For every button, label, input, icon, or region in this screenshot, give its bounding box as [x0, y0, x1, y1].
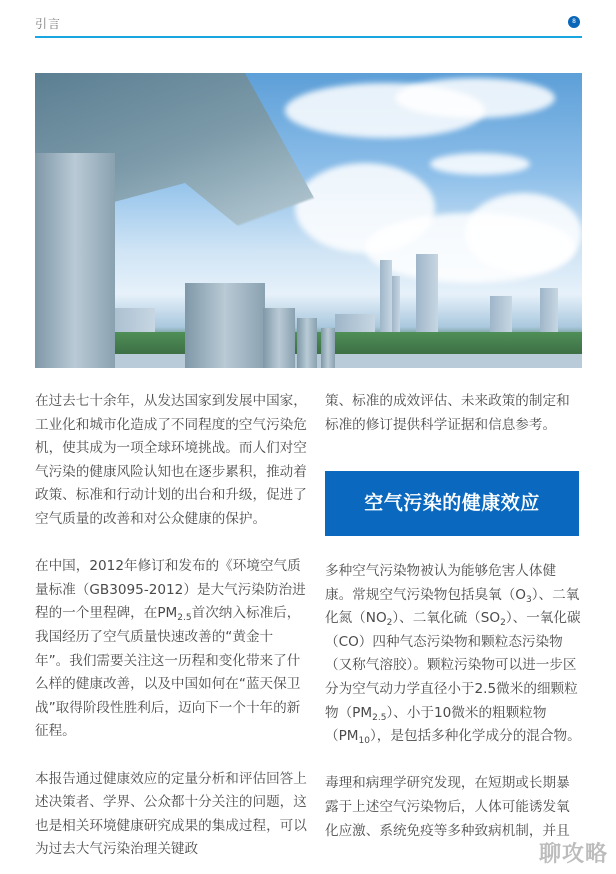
toxicology-paragraph: 毒理和病理学研究发现，在短期或长期暴露于上述空气污染物后，人体可能诱发氧化应激、系统免疫等多种致病机制，并且: [325, 775, 570, 839]
page-header: [35, 12, 582, 38]
pollutants-paragraph: 多种空气污染物被认为能够危害人体健康。常规空气污染物包括臭氧$(O_3)$、二氧化氮$(NO_2)$、二氧化硫$(SO_2)$、一氧化碳（CO）四种气态污染物和颗粒态污染物（又称气溶胶）。颗粒污染物可以进一步区分为空气动力学直径小于2.5微米的细颗粒物$(PM_{2.5})$、小于10微米的粗颗粒物$(PM_{10})$，是包括多种化学成分的混合物。: [325, 563, 581, 747]
left-column: [35, 390, 307, 862]
right-column-body: [325, 560, 583, 843]
intro-paragraph: 在过去七十余年，从发达国家到发展中国家，工业化和城市化造成了不同程度的空气污染危机，使其成为一项全球环境挑战。而人们对空气污染的健康风险认知也在逐步累积，推动着政策、标准和行动计划的出台和升级，促进了空气质量的改善和对公众健康的保护。: [35, 393, 307, 527]
china-standard-paragraph: 在中国，2012年修订和发布的《环境空气质量标准（GB3095-2012）是大气污染防治进程的一个里程碑，在$PM_{2.5}$首次纳入标准后，我国经历了空气质量快速改善的“黄金十年”。我们需要关注这一历程和变化带来了什么样的健康改善，以及中国如何在“蓝天保卫战”取得阶段性胜利后，迈向下一个十年的新征程。: [35, 558, 306, 740]
section-title: 引言: [35, 17, 62, 31]
page-number-badge: 8: [568, 16, 580, 28]
section-heading-health-effects: 空气污染的健康效应: [325, 471, 579, 536]
header-divider: [35, 36, 582, 38]
watermark: 聊攻略: [538, 842, 608, 867]
report-purpose-paragraph: 本报告通过健康效应的定量分析和评估回答上述决策者、学界、公众都十分关注的问题，这也是相关环境健康研究成果的集成过程，可以为过去大气污染治理关键政: [35, 770, 307, 858]
hero-image: [35, 73, 582, 368]
right-column-top: [325, 390, 583, 437]
continuation-paragraph: 策、标准的成效评估、未来政策的制定和标准的修订提供科学证据和信息参考。: [325, 393, 570, 433]
